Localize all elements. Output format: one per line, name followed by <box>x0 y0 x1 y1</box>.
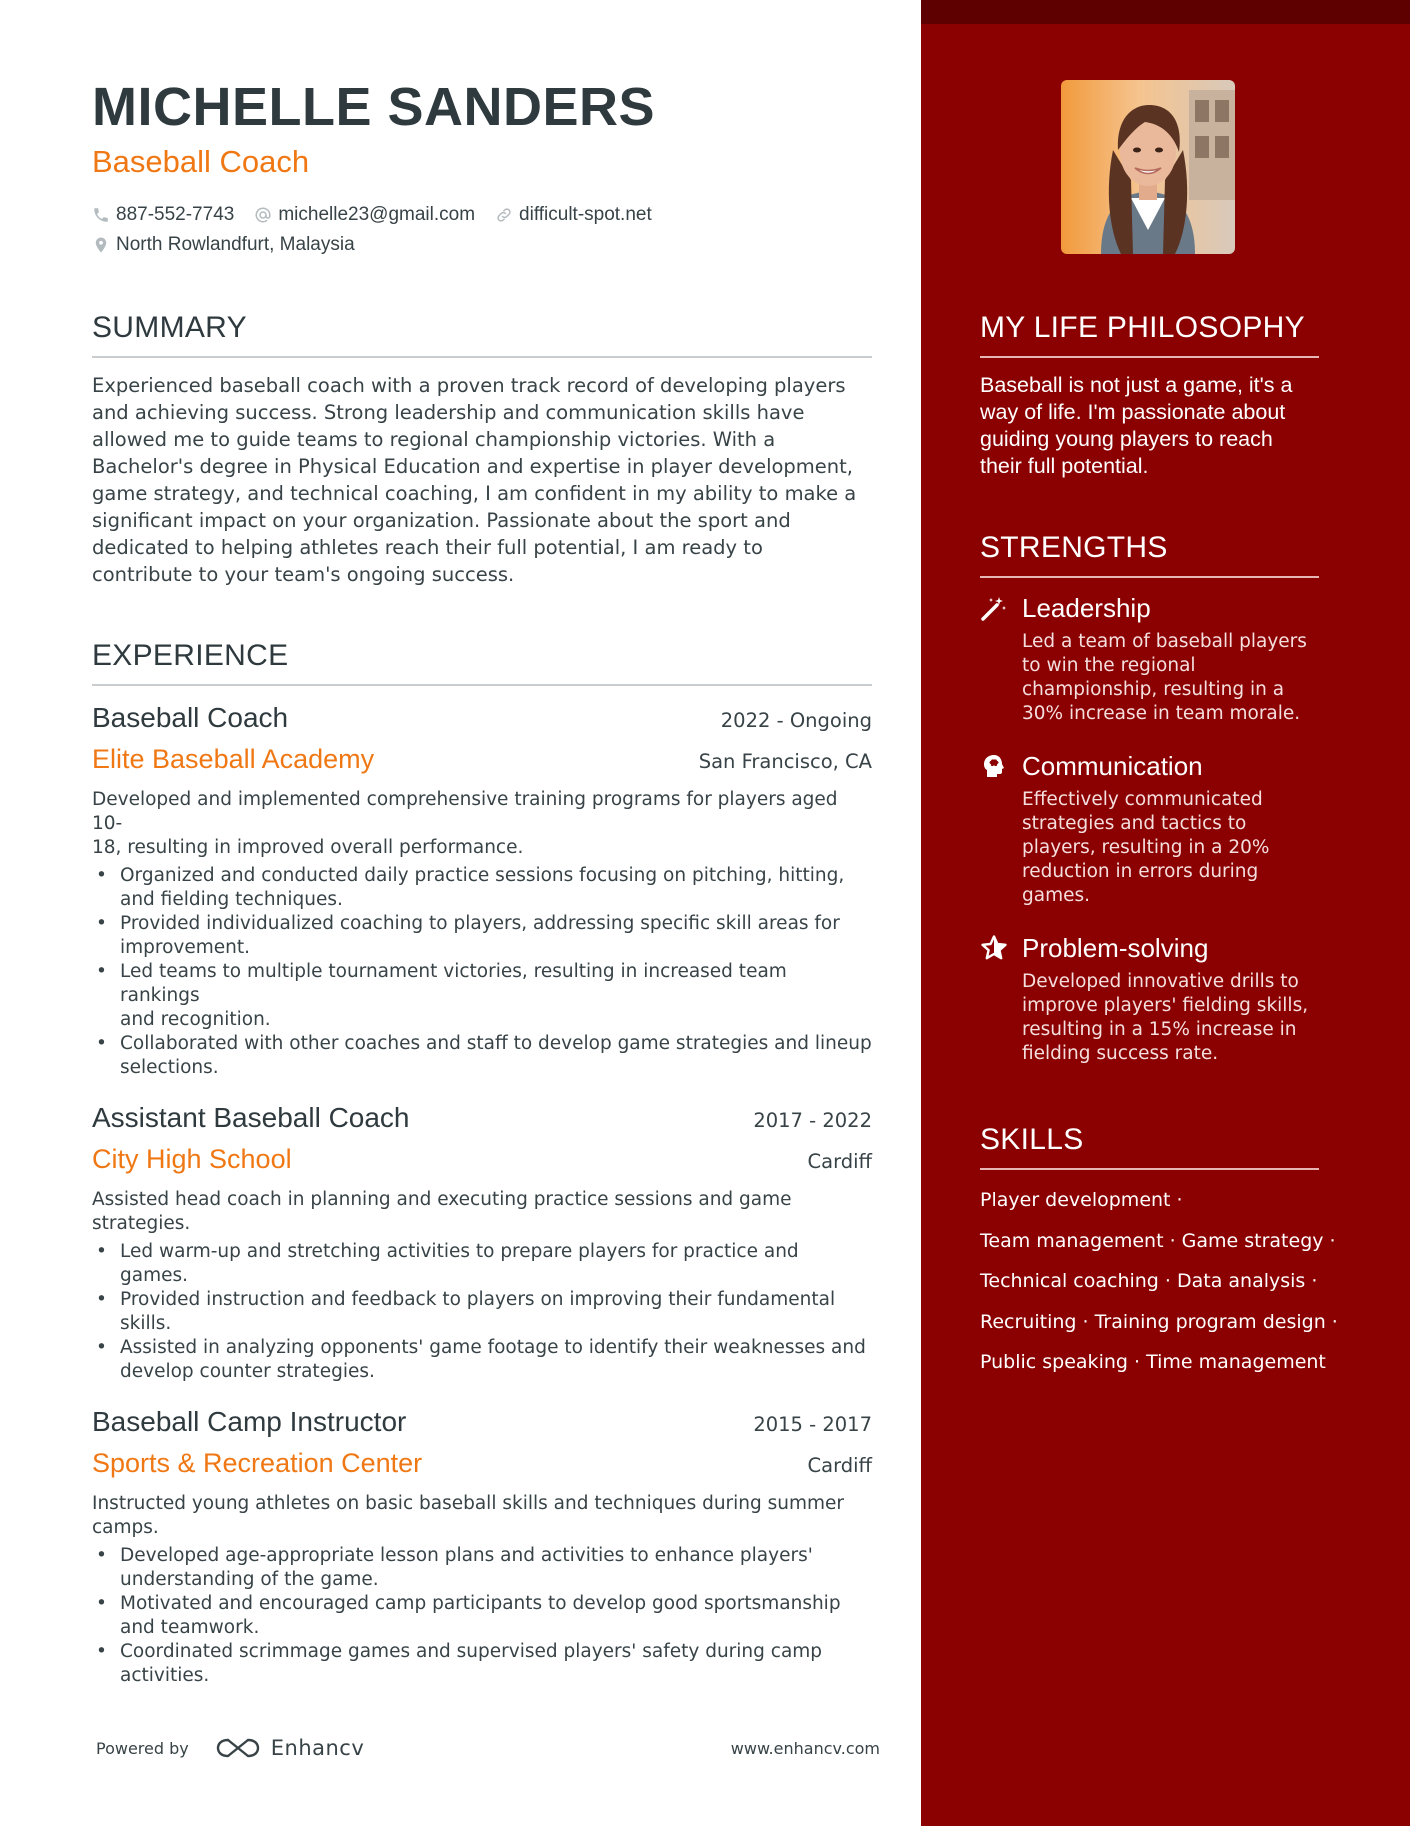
experience-title: EXPERIENCE <box>92 636 872 686</box>
sidebar-top-band <box>921 0 1410 24</box>
strength-description: Developed innovative drills to improve players' fielding skills, resulting in a 15% increase in fielding success rate. <box>1022 971 1309 1064</box>
at-sign-icon <box>254 206 272 224</box>
job-description-line: 18, resulting in improved overall performance. <box>92 837 524 858</box>
summary-text <box>92 372 872 588</box>
strength-item <box>980 928 1319 1066</box>
job-bullets <box>92 864 872 1080</box>
company-name: Elite Baseball Academy <box>92 744 375 774</box>
strengths-section <box>980 528 1319 1066</box>
job-bullet: • Organized and conducted daily practice sessions focusing on pitching, hitting, and fielding techniques. <box>92 864 872 912</box>
job-dates: 2017 - 2022 <box>753 1109 872 1132</box>
strengths-title: STRENGTHS <box>980 528 1319 578</box>
contact-email[interactable] <box>254 204 475 226</box>
summary-line: contribute to your team's ongoing success. <box>92 563 515 586</box>
job-bullet: • Provided individualized coaching to players, addressing specific skill areas for improvement. <box>92 912 872 960</box>
strength-title: Leadership <box>1022 592 1151 623</box>
star-icon <box>980 934 1008 962</box>
location-pin-icon <box>92 236 110 254</box>
footer <box>96 1728 880 1768</box>
contact-location <box>92 234 355 256</box>
job-title: Baseball Coach <box>92 702 289 733</box>
profile-photo <box>1061 80 1235 254</box>
job-description-line: Instructed young athletes on basic baseball skills and techniques during summer <box>92 1493 845 1514</box>
job-bullet: • Coordinated scrimmage games and supervised players' safety during camp activities. <box>92 1640 872 1688</box>
job-bullet: • Motivated and encouraged camp participants to develop good sportsmanship and teamwork. <box>92 1592 872 1640</box>
job-entry <box>92 698 872 1080</box>
skill-line: Technical coaching · Data analysis · <box>980 1270 1318 1292</box>
summary-line: and achieving success. Strong leadership and communication skills have <box>92 401 805 424</box>
philosophy-line: guiding young players to reach <box>980 427 1273 451</box>
skills-title: SKILLS <box>980 1120 1319 1170</box>
summary-line: Experienced baseball coach with a proven track record of developing players <box>92 374 846 397</box>
job-bullets <box>92 1240 872 1384</box>
strength-item <box>980 588 1319 726</box>
job-location: Cardiff <box>807 1454 872 1477</box>
magic-wand-icon <box>980 594 1008 622</box>
job-description-line: Developed and implemented comprehensive training programs for players aged 10- <box>92 789 838 834</box>
contact-website[interactable] <box>495 204 652 226</box>
job-entry <box>92 1098 872 1384</box>
philosophy-line: their full potential. <box>980 454 1149 478</box>
strength-title: Communication <box>1022 750 1203 781</box>
summary-title: SUMMARY <box>92 308 872 358</box>
job-description-line: Assisted head coach in planning and executing practice sessions and game <box>92 1189 792 1210</box>
philosophy-section <box>980 308 1319 480</box>
philosophy-text <box>980 372 1319 480</box>
experience-section <box>92 636 872 1688</box>
location-text: North Rowlandfurt, Malaysia <box>116 234 355 255</box>
philosophy-line: Baseball is not just a game, it's a <box>980 373 1293 397</box>
resume-header <box>92 72 872 260</box>
email-text: michelle23@gmail.com <box>278 204 476 225</box>
link-icon <box>495 206 513 224</box>
candidate-name: MICHELLE SANDERS <box>92 77 656 137</box>
summary-line: dedicated to helping athletes reach their full potential, I am ready to <box>92 536 763 559</box>
job-description-line: strategies. <box>92 1213 191 1234</box>
summary-line: significant impact on your organization. Passionate about the sport and <box>92 509 791 532</box>
job-bullet: • Developed age-appropriate lesson plans and activities to enhance players' understanding of the game. <box>92 1544 872 1592</box>
strength-description: Led a team of baseball players to win the regional championship, resulting in a 30% increase in team morale. <box>1022 631 1307 724</box>
job-bullet: • Provided instruction and feedback to players on improving their fundamental skills. <box>92 1288 872 1336</box>
job-entry <box>92 1402 872 1688</box>
job-description <box>92 788 872 860</box>
job-title: Assistant Baseball Coach <box>92 1102 410 1133</box>
strength-item <box>980 746 1319 908</box>
skill-line: Public speaking · Time management <box>980 1351 1326 1373</box>
powered-by <box>96 1736 364 1760</box>
contact-info <box>92 200 872 260</box>
job-bullet: • Led teams to multiple tournament victories, resulting in increased team rankings and recognition. <box>92 960 872 1032</box>
skill-line: Player development · <box>980 1189 1183 1211</box>
enhancv-logo[interactable] <box>215 1736 365 1760</box>
sidebar <box>921 0 1410 1826</box>
footer-website[interactable]: www.enhancv.com <box>730 1738 880 1758</box>
phone-text: 887-552-7743 <box>116 204 235 225</box>
phone-icon <box>92 206 110 224</box>
candidate-role: Baseball Coach <box>92 144 310 179</box>
company-name: City High School <box>92 1144 292 1174</box>
job-location: San Francisco, CA <box>698 750 872 773</box>
job-location: Cardiff <box>807 1150 872 1173</box>
job-title: Baseball Camp Instructor <box>92 1406 407 1437</box>
job-description <box>92 1188 872 1236</box>
powered-by-label: Powered by <box>96 1738 189 1758</box>
job-bullet: • Collaborated with other coaches and staff to develop game strategies and lineup selections. <box>92 1032 872 1080</box>
job-dates: 2015 - 2017 <box>753 1413 872 1436</box>
summary-line: game strategy, and technical coaching, I am confident in my ability to make a <box>92 482 857 505</box>
job-description-line: camps. <box>92 1517 159 1538</box>
skill-line: Team management · Game strategy · <box>980 1229 1336 1252</box>
summary-line: allowed me to guide teams to regional championship victories. With a <box>92 428 776 451</box>
contact-phone[interactable] <box>92 204 234 226</box>
job-bullet: • Led warm-up and stretching activities to prepare players for practice and games. <box>92 1240 872 1288</box>
skills-section <box>980 1120 1338 1383</box>
skills-list <box>980 1180 1338 1383</box>
company-name: Sports & Recreation Center <box>92 1448 423 1478</box>
job-bullet: • Assisted in analyzing opponents' game footage to identify their weaknesses and develop counter strategies. <box>92 1336 872 1384</box>
head-brain-icon <box>980 752 1008 780</box>
website-text: difficult-spot.net <box>519 204 652 225</box>
strength-title: Problem-solving <box>1022 932 1209 963</box>
skill-line: Recruiting · Training program design · <box>980 1310 1338 1333</box>
enhancv-logo-icon <box>215 1737 261 1759</box>
job-bullets <box>92 1544 872 1688</box>
summary-section <box>92 308 872 588</box>
summary-line: Bachelor's degree in Physical Education and expertise in player development, <box>92 455 853 478</box>
job-dates: 2022 - Ongoing <box>720 709 872 732</box>
brand-name: Enhancv <box>270 1736 365 1760</box>
philosophy-title: MY LIFE PHILOSOPHY <box>980 308 1319 358</box>
job-description <box>92 1492 872 1540</box>
strength-description: Effectively communicated strategies and tactics to players, resulting in a 20% reduction in errors during games. <box>1022 789 1270 906</box>
philosophy-line: way of life. I'm passionate about <box>980 400 1286 424</box>
